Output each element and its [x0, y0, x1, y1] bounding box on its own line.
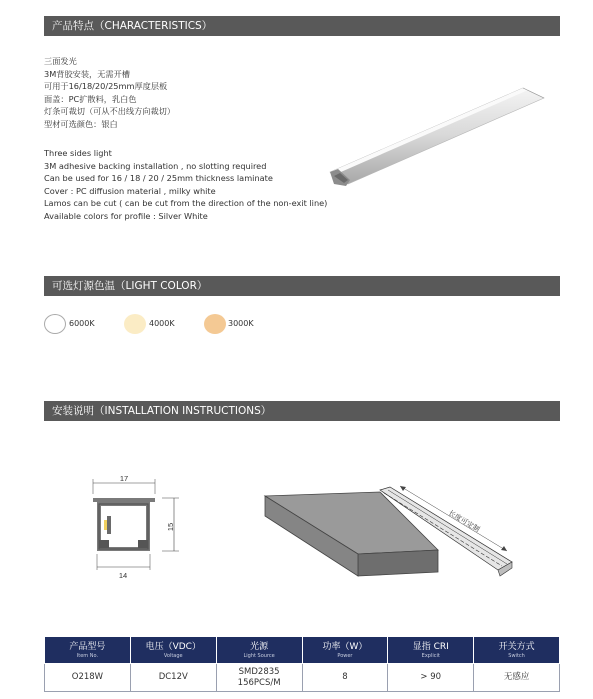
feature-en: Can be used for 16 / 18 / 20 / 25mm thickness laminate — [44, 173, 273, 184]
features-cn-list — [44, 55, 175, 131]
cell-light-source: SMD2835 156PCS/M — [216, 664, 302, 692]
feature-en: 3M adhesive backing installation , no slotting required — [44, 160, 267, 171]
feature-en: Cover : PC diffusion material , milky white — [44, 185, 216, 196]
section-title-installation: 安装说明（INSTALLATION INSTRUCTIONS） — [44, 401, 560, 421]
header-item-no: 产品型号 Item No. — [45, 637, 131, 664]
table-row — [45, 664, 560, 692]
cell-voltage: DC12V — [130, 664, 216, 692]
section-title-light-color: 可选灯源色温（LIGHT COLOR） — [44, 276, 560, 296]
spec-table — [44, 636, 560, 692]
length-customizable-label: 长度可定制 — [446, 508, 482, 534]
header-power: 功率（W） Power — [302, 637, 388, 664]
dim-inner-label: 14 — [118, 571, 128, 580]
swatch-label: 3000K — [228, 319, 254, 328]
profile-cross-section-diagram — [80, 474, 190, 584]
cell-power: 8 — [302, 664, 388, 692]
feature-cn: 可用于16/18/20/25mm厚度层板 — [44, 81, 168, 92]
feature-cn: 型材可选颜色：银白 — [44, 118, 118, 129]
cell-switch: 无感应 — [474, 664, 560, 692]
table-header-row — [45, 637, 560, 664]
feature-cn: 面盖：PC扩散料，乳白色 — [44, 93, 137, 104]
feature-en: Available colors for profile : Silver White — [44, 210, 208, 221]
header-voltage: 电压（VDC） Voltage — [130, 637, 216, 664]
feature-en: Three sides light — [44, 148, 112, 158]
header-switch: 开关方式 Switch — [474, 637, 560, 664]
swatch-label: 4000K — [149, 319, 175, 328]
features-en-list — [44, 147, 327, 223]
swatch-6000k — [44, 314, 66, 334]
swatch-4000k — [124, 314, 146, 334]
swatch-label: 6000K — [69, 319, 95, 328]
dim-height-label: 15 — [166, 522, 175, 532]
feature-cn: 三面发光 — [44, 56, 77, 66]
product-image — [318, 80, 546, 190]
feature-cn: 灯条可裁切（可从不出线方向裁切） — [44, 106, 176, 117]
header-cri: 显指 CRI Explicit — [388, 637, 474, 664]
dim-width-label: 17 — [119, 474, 129, 483]
section-title-characteristics: 产品特点（CHARACTERISTICS） — [44, 16, 560, 36]
header-light-source: 光源 Light Source — [216, 637, 302, 664]
swatch-3000k — [204, 314, 226, 334]
installation-diagram — [260, 484, 522, 584]
feature-cn: 3M背胶安装，无需开槽 — [44, 68, 130, 79]
feature-en: Lamos can be cut ( can be cut from the direction of the non-exit line) — [44, 198, 328, 209]
cell-cri: > 90 — [388, 664, 474, 692]
cell-item-no: O218W — [45, 664, 131, 692]
